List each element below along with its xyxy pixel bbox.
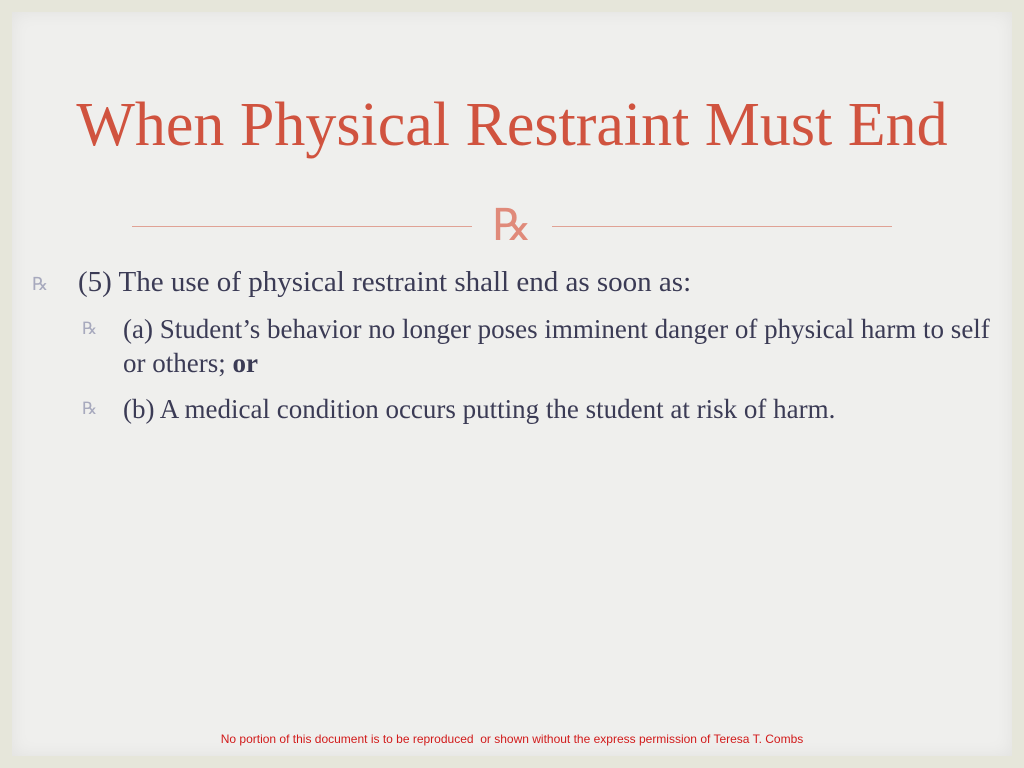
bullet-icon: ℞ [82, 399, 98, 418]
bullet-text: (5) The use of physical restraint shall end as soon as: [78, 266, 692, 298]
sub-bullet-text: (a) Student’s behavior no longer poses imminent danger of physical harm to self or others; [123, 314, 990, 378]
sub-bullet-item-a [32, 312, 992, 380]
sub-bullet-bold-text: or [232, 348, 258, 378]
copyright-footer: No portion of this document is to be reproduced or shown without the express permission of Teresa T. Combs [220, 732, 804, 746]
bullet-icon: ℞ [32, 274, 49, 294]
title-divider [132, 201, 892, 250]
slide [12, 12, 1012, 756]
divider-line-right [552, 226, 892, 227]
bullet-item-main [32, 264, 992, 300]
sub-bullet-item-b [32, 392, 992, 426]
bullet-icon: ℞ [82, 319, 98, 338]
bullet-list [32, 264, 992, 426]
slide-title: When Physical Restraint Must End [76, 91, 948, 159]
divider-line-left [132, 226, 472, 227]
ornament-icon: ℞ [492, 201, 532, 250]
sub-bullet-text: (b) A medical condition occurs putting the student at risk of harm. [123, 394, 836, 424]
